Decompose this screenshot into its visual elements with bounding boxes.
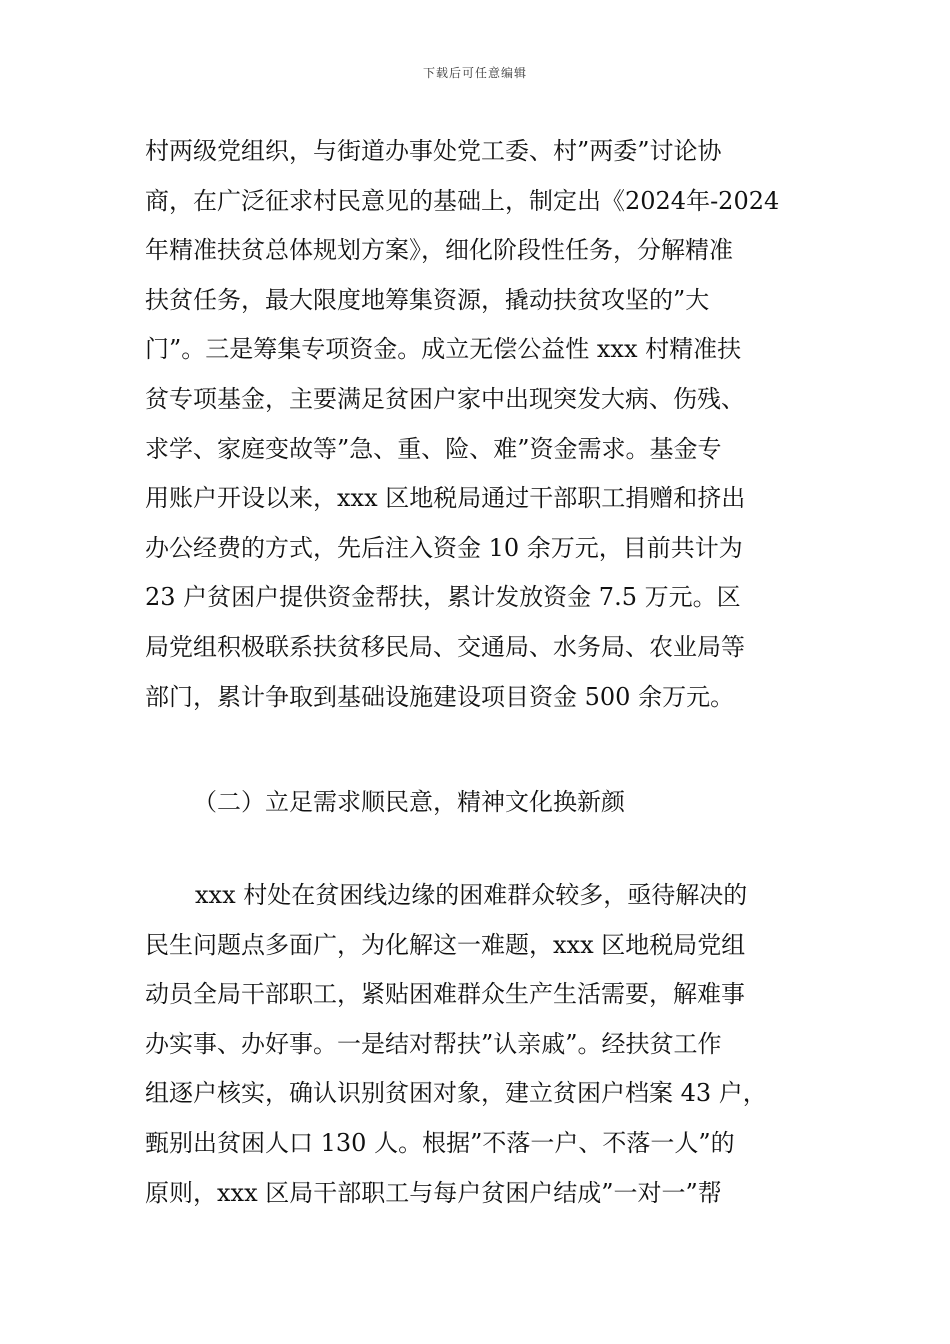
paragraph-line: xxx 村处在贫困线边缘的困难群众较多，亟待解决的 [195,881,748,909]
paragraph-line: 村两级党组织，与街道办事处党工委、村”两委”讨论协 [145,137,722,165]
paragraph-line: 用账户开设以来，xxx 区地税局通过干部职工捐赠和挤出 [145,484,746,513]
paragraph-line: 部门，累计争取到基础设施建设项目资金 500 余万元。 [145,682,735,711]
paragraph-2 [145,871,815,1218]
paragraph-line: 贫专项基金，主要满足贫困户家中出现突发大病、伤残、 [145,384,745,413]
paragraph-line: 门”。三是筹集专项资金。成立无偿公益性 xxx 村精准扶 [145,335,742,364]
paragraph-line: 民生问题点多面广，为化解这一难题，xxx 区地税局党组 [145,930,746,959]
paragraph-1 [145,127,815,722]
paragraph-line: 甄别出贫困人口 130 人。根据”不落一户、不落一人”的 [145,1128,735,1157]
paragraph-line: 动员全局干部职工，紧贴困难群众生产生活需要，解难事 [145,980,745,1009]
paragraph-line: 组逐户核实，确认识别贫困对象，建立贫困户档案 43 户， [145,1079,767,1108]
paragraph-line: 办公经费的方式，先后注入资金 10 余万元，目前共计为 [145,533,743,562]
paragraph-line: 办实事、办好事。一是结对帮扶”认亲戚”。经扶贫工作 [145,1029,722,1058]
page-header: 下载后可任意编辑 [422,66,527,80]
paragraph-line: 23 户贫困户提供资金帮扶，累计发放资金 7.5 万元。区 [145,583,741,612]
section-heading: （二）立足需求顺民意，精神文化换新颜 [193,788,625,816]
paragraph-line: 局党组积极联系扶贫移民局、交通局、水务局、农业局等 [145,632,745,661]
paragraph-line: 原则，xxx 区局干部职工与每户贫困户结成”一对一”帮 [145,1178,722,1207]
paragraph-line: 年精准扶贫总体规划方案》，细化阶段性任务，分解精准 [145,236,733,265]
paragraph-line: 扶贫任务，最大限度地筹集资源，撬动扶贫攻坚的”大 [145,285,710,314]
paragraph-line: 求学、家庭变故等”急、重、险、难”资金需求。基金专 [145,434,722,463]
paragraph-line: 商，在广泛征求村民意见的基础上，制定出《2024年-2024 [145,186,780,215]
